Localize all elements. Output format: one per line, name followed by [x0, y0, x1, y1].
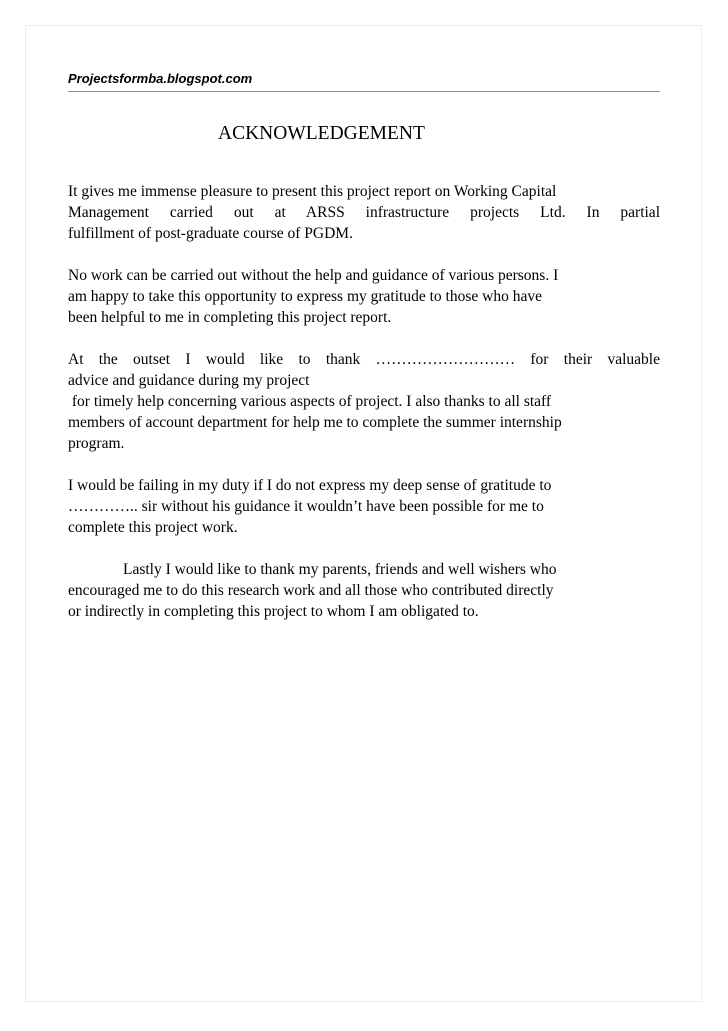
- paragraph-guidance: [68, 265, 660, 328]
- text-line: program.: [68, 435, 125, 452]
- text-line: encouraged me to do this research work and all those who contributed directly: [68, 582, 554, 599]
- text-line: am happy to take this opportunity to express my gratitude to those who have: [68, 288, 542, 305]
- text-line: fulfillment of post-graduate course of PGDM.: [68, 225, 353, 242]
- text-line: advice and guidance during my project: [68, 372, 310, 389]
- text-line: members of account department for help me to complete the summer internship: [68, 414, 562, 431]
- paragraph-thanks: [68, 349, 660, 454]
- text-line: for timely help concerning various aspects of project. I also thanks to all staff: [68, 393, 552, 410]
- text-line: At the outset I would like to thank ……………………… for their valuable: [68, 351, 660, 368]
- text-line: I would be failing in my duty if I do not express my deep sense of gratitude to: [68, 477, 552, 494]
- text-line: been helpful to me in completing this project report.: [68, 309, 392, 326]
- text-line: complete this project work.: [68, 519, 238, 536]
- paragraph-gratitude: [68, 475, 660, 538]
- text-line: Management carried out at ARSS infrastructure projects Ltd. In partial: [68, 204, 660, 221]
- text-line: or indirectly in completing this project to whom I am obligated to.: [68, 603, 479, 620]
- page-title: ACKNOWLEDGEMENT: [218, 123, 425, 144]
- paragraph-intro: [68, 181, 660, 244]
- page-header: [68, 71, 660, 92]
- document-body: [68, 181, 660, 643]
- paragraph-closing: [68, 559, 660, 622]
- text-line: Lastly I would like to thank my parents, friends and well wishers who: [123, 561, 557, 578]
- header-site-name: Projectsformba.blogspot.com: [68, 71, 253, 86]
- text-line: No work can be carried out without the help and guidance of various persons. I: [68, 267, 559, 284]
- text-line: It gives me immense pleasure to present this project report on Working Capital: [68, 183, 557, 200]
- text-line: ………….. sir without his guidance it wouldn’t have been possible for me to: [68, 498, 544, 515]
